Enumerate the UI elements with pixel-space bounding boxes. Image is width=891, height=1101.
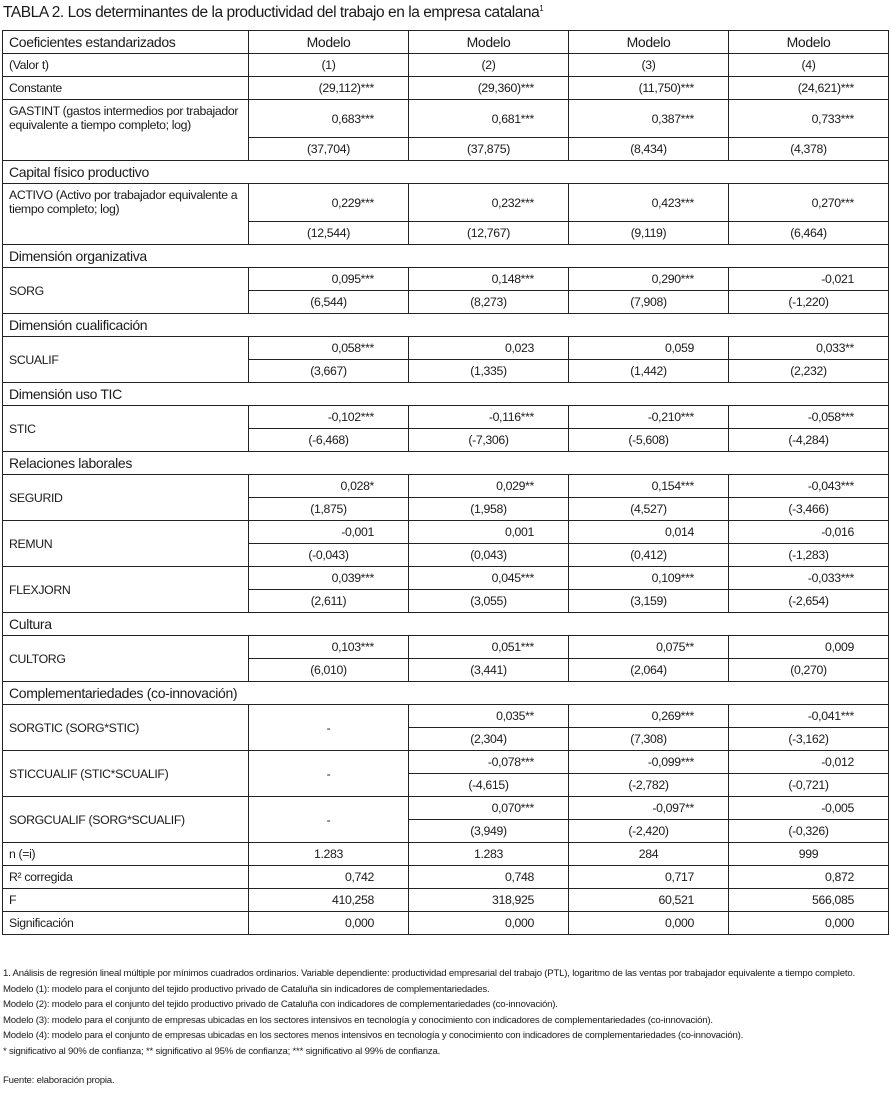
t-value: (-6,468)	[249, 429, 409, 452]
coefficient-value: 0,051***	[409, 636, 569, 659]
t-value: (-2,782)	[569, 774, 729, 797]
table-row	[3, 889, 889, 912]
t-value: (6,544)	[249, 291, 409, 314]
t-value: (-4,284)	[729, 429, 889, 452]
coefficient-value: 0,269***	[569, 705, 729, 728]
t-value: (2,304)	[409, 728, 569, 751]
footnote-marker: 1	[539, 4, 544, 13]
row-label: n (=i)	[3, 843, 249, 866]
variable-label: SORGCUALIF (SORG*SCUALIF)	[3, 797, 249, 843]
row-label: Constante	[3, 77, 249, 100]
coefficient-value: 0,270***	[729, 184, 889, 222]
model-number: (3)	[569, 54, 729, 77]
coefficient-value: -0,058***	[729, 406, 889, 429]
section-row	[3, 314, 889, 337]
subheader-label: (Valor t)	[3, 54, 249, 77]
t-value: (37,704)	[249, 138, 409, 161]
variable-label: SORG	[3, 268, 249, 314]
note: Modelo (2): modelo para el conjunto del tejido productivo privado de Cataluña con indicadores de complementariedades (co-innovación).	[3, 999, 558, 1010]
section-row	[3, 245, 889, 268]
cell-value: 0,000	[409, 912, 569, 935]
variable-label: FLEXJORN	[3, 567, 249, 613]
coefficient-value: -	[249, 751, 409, 797]
note: 1. Análisis de regresión lineal múltiple por mínimos cuadrados ordinarios. Variable dependiente: productividad empresarial del trabajo (PTL), logaritmo de las ventas por trabajador equivalente a tiempo completo.	[3, 968, 855, 979]
t-value: (-7,306)	[409, 429, 569, 452]
variable-label: SORGTIC (SORG*STIC)	[3, 705, 249, 751]
coefficient-row	[3, 567, 889, 590]
row-label: Significación	[3, 912, 249, 935]
table-row	[3, 866, 889, 889]
section-heading: Dimensión uso TIC	[3, 383, 889, 406]
t-value: (-3,162)	[729, 728, 889, 751]
t-value: (8,273)	[409, 291, 569, 314]
t-value: (2,232)	[729, 360, 889, 383]
cell-value: (11,750)***	[569, 77, 729, 100]
coefficient-value: 0,059	[569, 337, 729, 360]
t-value: (3,949)	[409, 820, 569, 843]
cell-value: (24,621)***	[729, 77, 889, 100]
coefficient-row	[3, 268, 889, 291]
coefficient-value: -0,078***	[409, 751, 569, 774]
t-value: (7,308)	[569, 728, 729, 751]
coefficient-row	[3, 184, 889, 222]
t-value: (-4,615)	[409, 774, 569, 797]
t-value: (6,010)	[249, 659, 409, 682]
coefficient-row	[3, 797, 889, 820]
t-value: (0,043)	[409, 544, 569, 567]
coefficient-value: -0,102***	[249, 406, 409, 429]
note: Modelo (4): modelo para el conjunto de empresas ubicadas en los sectores menos intensivos en tecnología y conocimiento con indicadores de complementariedades (co-innovación).	[3, 1030, 744, 1041]
cell-value: 284	[569, 843, 729, 866]
cell-value: 1.283	[249, 843, 409, 866]
cell-value: 0,748	[409, 866, 569, 889]
cell-value: 0,717	[569, 866, 729, 889]
cell-value: 0,872	[729, 866, 889, 889]
section-row	[3, 383, 889, 406]
regression-table	[2, 30, 889, 935]
coefficient-value: -0,099***	[569, 751, 729, 774]
table-title	[3, 4, 543, 22]
coefficient-value: 0,035**	[409, 705, 569, 728]
variable-label: REMUN	[3, 521, 249, 567]
cell-value: (29,360)***	[409, 77, 569, 100]
subheader-row	[3, 54, 889, 77]
coefficient-value: -0,043***	[729, 475, 889, 498]
t-value: (37,875)	[409, 138, 569, 161]
table-row	[3, 843, 889, 866]
coefficient-value: 0,681***	[409, 100, 569, 138]
coefficient-value: 0,075**	[569, 636, 729, 659]
t-value: (0,412)	[569, 544, 729, 567]
t-value: (-3,466)	[729, 498, 889, 521]
coefficient-value: -	[249, 797, 409, 843]
coefficient-value: 0,028*	[249, 475, 409, 498]
t-value: (4,527)	[569, 498, 729, 521]
coefficient-value: 0,001	[409, 521, 569, 544]
header-model: Modelo	[729, 31, 889, 54]
t-value: (8,434)	[569, 138, 729, 161]
source-note: Fuente: elaboración propia.	[3, 1075, 115, 1086]
coefficient-value: -0,116***	[409, 406, 569, 429]
table-row	[3, 77, 889, 100]
table-notes	[3, 966, 883, 1089]
t-value: (3,159)	[569, 590, 729, 613]
coefficient-row	[3, 705, 889, 728]
coefficient-value: -0,021	[729, 268, 889, 291]
coefficient-value: -0,001	[249, 521, 409, 544]
variable-label: GASTINT (gastos intermedios por trabajador equivalente a tiempo completo; log)	[3, 100, 249, 161]
t-value: (1,335)	[409, 360, 569, 383]
t-value: (-0,043)	[249, 544, 409, 567]
t-value: (2,611)	[249, 590, 409, 613]
coefficient-value: 0,290***	[569, 268, 729, 291]
header-model: Modelo	[249, 31, 409, 54]
header-model: Modelo	[569, 31, 729, 54]
t-value: (3,441)	[409, 659, 569, 682]
section-heading: Complementariedades (co-innovación)	[3, 682, 889, 705]
t-value: (-2,654)	[729, 590, 889, 613]
coefficient-row	[3, 636, 889, 659]
coefficient-row	[3, 406, 889, 429]
coefficient-row	[3, 475, 889, 498]
t-value: (7,908)	[569, 291, 729, 314]
section-heading: Cultura	[3, 613, 889, 636]
cell-value: 999	[729, 843, 889, 866]
model-number: (4)	[729, 54, 889, 77]
coefficient-value: 0,733***	[729, 100, 889, 138]
section-heading: Dimensión organizativa	[3, 245, 889, 268]
section-heading: Capital físico productivo	[3, 161, 889, 184]
coefficient-value: 0,423***	[569, 184, 729, 222]
note: * significativo al 90% de confianza; ** significativo al 95% de confianza; *** significativo al 99% de confianza.	[3, 1045, 441, 1057]
variable-label: ACTIVO (Activo por trabajador equivalente a tiempo completo; log)	[3, 184, 249, 245]
t-value: (4,378)	[729, 138, 889, 161]
coefficient-value: -0,210***	[569, 406, 729, 429]
coefficient-value: -0,012	[729, 751, 889, 774]
coefficient-value: -	[249, 705, 409, 751]
row-label: F	[3, 889, 249, 912]
cell-value: 60,521	[569, 889, 729, 912]
row-label: R² corregida	[3, 866, 249, 889]
cell-value: 410,258	[249, 889, 409, 912]
table-row	[3, 912, 889, 935]
coefficient-value: 0,039***	[249, 567, 409, 590]
t-value: (-1,283)	[729, 544, 889, 567]
coefficient-value: 0,148***	[409, 268, 569, 291]
coefficient-value: 0,095***	[249, 268, 409, 291]
header-row	[3, 31, 889, 54]
coefficient-value: 0,029**	[409, 475, 569, 498]
section-row	[3, 682, 889, 705]
header-label: Coeficientes estandarizados	[3, 31, 249, 54]
model-number: (2)	[409, 54, 569, 77]
coefficient-value: 0,387***	[569, 100, 729, 138]
coefficient-value: 0,232***	[409, 184, 569, 222]
table-title-text: TABLA 2. Los determinantes de la productividad del trabajo en la empresa catalana	[3, 4, 540, 22]
coefficient-value: 0,014	[569, 521, 729, 544]
variable-label: SEGURID	[3, 475, 249, 521]
cell-value: 0,000	[249, 912, 409, 935]
model-number: (1)	[249, 54, 409, 77]
coefficient-value: -0,041***	[729, 705, 889, 728]
cell-value: 0,000	[729, 912, 889, 935]
section-heading: Relaciones laborales	[3, 452, 889, 475]
t-value: (12,544)	[249, 222, 409, 245]
coefficient-row	[3, 337, 889, 360]
note: Modelo (3): modelo para el conjunto de empresas ubicadas en los sectores intensivos en tecnología y conocimiento con indicadores de complementariedades (co-innovación).	[3, 1014, 713, 1026]
section-row	[3, 452, 889, 475]
t-value: (-0,326)	[729, 820, 889, 843]
coefficient-value: 0,033**	[729, 337, 889, 360]
note: Modelo (1): modelo para el conjunto del tejido productivo privado de Cataluña sin indicadores de complementariedades.	[3, 983, 490, 995]
coefficient-value: 0,009	[729, 636, 889, 659]
section-row	[3, 161, 889, 184]
cell-value: (29,112)***	[249, 77, 409, 100]
variable-label: STIC	[3, 406, 249, 452]
section-heading: Dimensión cualificación	[3, 314, 889, 337]
t-value: (6,464)	[729, 222, 889, 245]
t-value: (-0,721)	[729, 774, 889, 797]
coefficient-value: -0,005	[729, 797, 889, 820]
t-value: (12,767)	[409, 222, 569, 245]
t-value: (3,055)	[409, 590, 569, 613]
variable-label: CULTORG	[3, 636, 249, 682]
section-row	[3, 613, 889, 636]
coefficient-value: -0,016	[729, 521, 889, 544]
t-value: (1,958)	[409, 498, 569, 521]
t-value: (-2,420)	[569, 820, 729, 843]
variable-label: STICCUALIF (STIC*SCUALIF)	[3, 751, 249, 797]
coefficient-value: 0,683***	[249, 100, 409, 138]
cell-value: 318,925	[409, 889, 569, 912]
header-model: Modelo	[409, 31, 569, 54]
coefficient-value: 0,058***	[249, 337, 409, 360]
cell-value: 0,000	[569, 912, 729, 935]
t-value: (1,875)	[249, 498, 409, 521]
t-value: (-1,220)	[729, 291, 889, 314]
coefficient-value: 0,109***	[569, 567, 729, 590]
coefficient-value: 0,229***	[249, 184, 409, 222]
cell-value: 566,085	[729, 889, 889, 912]
coefficient-value: 0,045***	[409, 567, 569, 590]
coefficient-row	[3, 751, 889, 774]
coefficient-value: 0,154***	[569, 475, 729, 498]
t-value: (2,064)	[569, 659, 729, 682]
t-value: (0,270)	[729, 659, 889, 682]
variable-label: SCUALIF	[3, 337, 249, 383]
coefficient-value: -0,097**	[569, 797, 729, 820]
t-value: (1,442)	[569, 360, 729, 383]
coefficient-value: 0,070***	[409, 797, 569, 820]
coefficient-value: -0,033***	[729, 567, 889, 590]
cell-value: 0,742	[249, 866, 409, 889]
t-value: (9,119)	[569, 222, 729, 245]
t-value: (3,667)	[249, 360, 409, 383]
coefficient-row	[3, 521, 889, 544]
cell-value: 1.283	[409, 843, 569, 866]
t-value: (-5,608)	[569, 429, 729, 452]
coefficient-value: 0,023	[409, 337, 569, 360]
coefficient-row	[3, 100, 889, 138]
coefficient-value: 0,103***	[249, 636, 409, 659]
